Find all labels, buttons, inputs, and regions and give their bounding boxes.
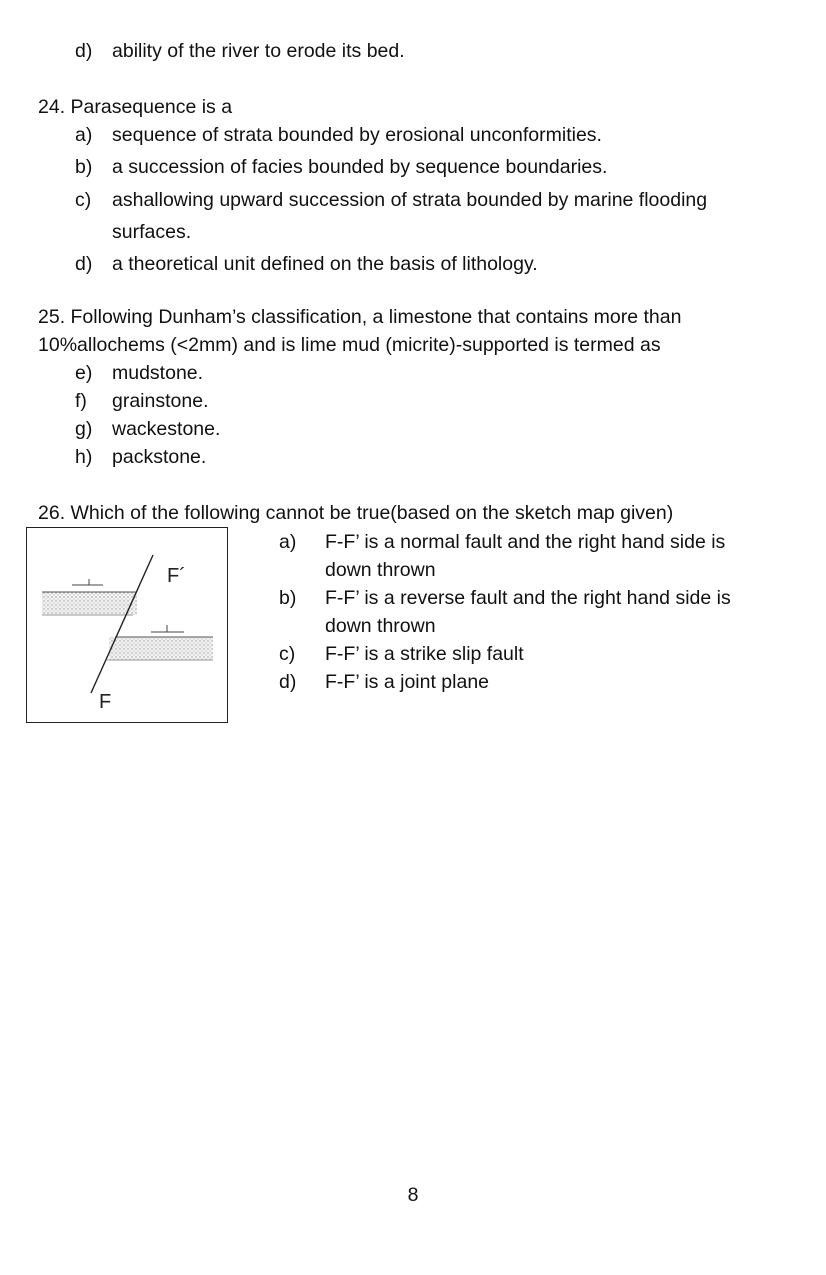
- q25-option-e-label: e): [75, 362, 93, 384]
- q26-stem: 26. Which of the following cannot be true(based on the sketch map given): [38, 502, 674, 524]
- page-number: 8: [407, 1184, 419, 1206]
- q24-stem: 24. Parasequence is a: [38, 96, 233, 118]
- right-bed: [107, 625, 213, 660]
- fault-sketch-map: [26, 527, 228, 723]
- fault-line: [91, 555, 153, 693]
- q24-option-a-text: sequence of strata bounded by erosional unconformities.: [112, 124, 602, 146]
- q25-option-f-label: f): [75, 390, 87, 412]
- q26-option-d-label: d): [279, 671, 297, 693]
- q25-option-h-text: packstone.: [112, 446, 207, 468]
- q24-option-b-text: a succession of facies bounded by sequence boundaries.: [112, 156, 608, 178]
- q26-option-b-label: b): [279, 587, 297, 609]
- q26-option-c-label: c): [279, 643, 296, 665]
- q25-option-h-label: h): [75, 446, 93, 468]
- q24-option-a-label: a): [75, 124, 93, 146]
- q25-option-g-text: wackestone.: [112, 418, 221, 440]
- q24-option-d-label: d): [75, 253, 93, 275]
- q25-option-f-text: grainstone.: [112, 390, 209, 412]
- q26-option-b-text-continued: down thrown: [325, 615, 436, 637]
- q26-option-a-text: F-F’ is a normal fault and the right hand side is: [325, 531, 726, 553]
- q25-stem-line2: 10%allochems (<2mm) and is lime mud (micrite)-supported is termed as: [38, 334, 661, 356]
- q26-option-a-text-continued: down thrown: [325, 559, 436, 581]
- q24-option-c-label: c): [75, 189, 92, 211]
- q26-option-a-label: a): [279, 531, 297, 553]
- q24-option-b-label: b): [75, 156, 93, 178]
- q26-option-c-text: F-F’ is a strike slip fault: [325, 643, 524, 665]
- q25-option-e-text: mudstone.: [112, 362, 204, 384]
- fault-label-top: F´: [167, 565, 186, 587]
- q24-option-c-text: ashallowing upward succession of strata bounded by marine flooding: [112, 189, 708, 211]
- q26-option-d-text: F-F’ is a joint plane: [325, 671, 490, 693]
- prev-option-d-text: ability of the river to erode its bed.: [112, 40, 405, 62]
- prev-option-d-label: d): [75, 40, 93, 62]
- q25-stem-line1: 25. Following Dunham’s classification, a limestone that contains more than: [38, 306, 682, 328]
- fault-sketch-svg: [27, 528, 229, 724]
- q26-option-b-text: F-F’ is a reverse fault and the right hand side is: [325, 587, 731, 609]
- fault-label-bottom: F: [99, 691, 112, 713]
- q24-option-d-text: a theoretical unit defined on the basis of lithology.: [112, 253, 538, 275]
- q24-option-c-text-continued: surfaces.: [112, 221, 192, 243]
- left-bed: [42, 579, 137, 615]
- q25-option-g-label: g): [75, 418, 93, 440]
